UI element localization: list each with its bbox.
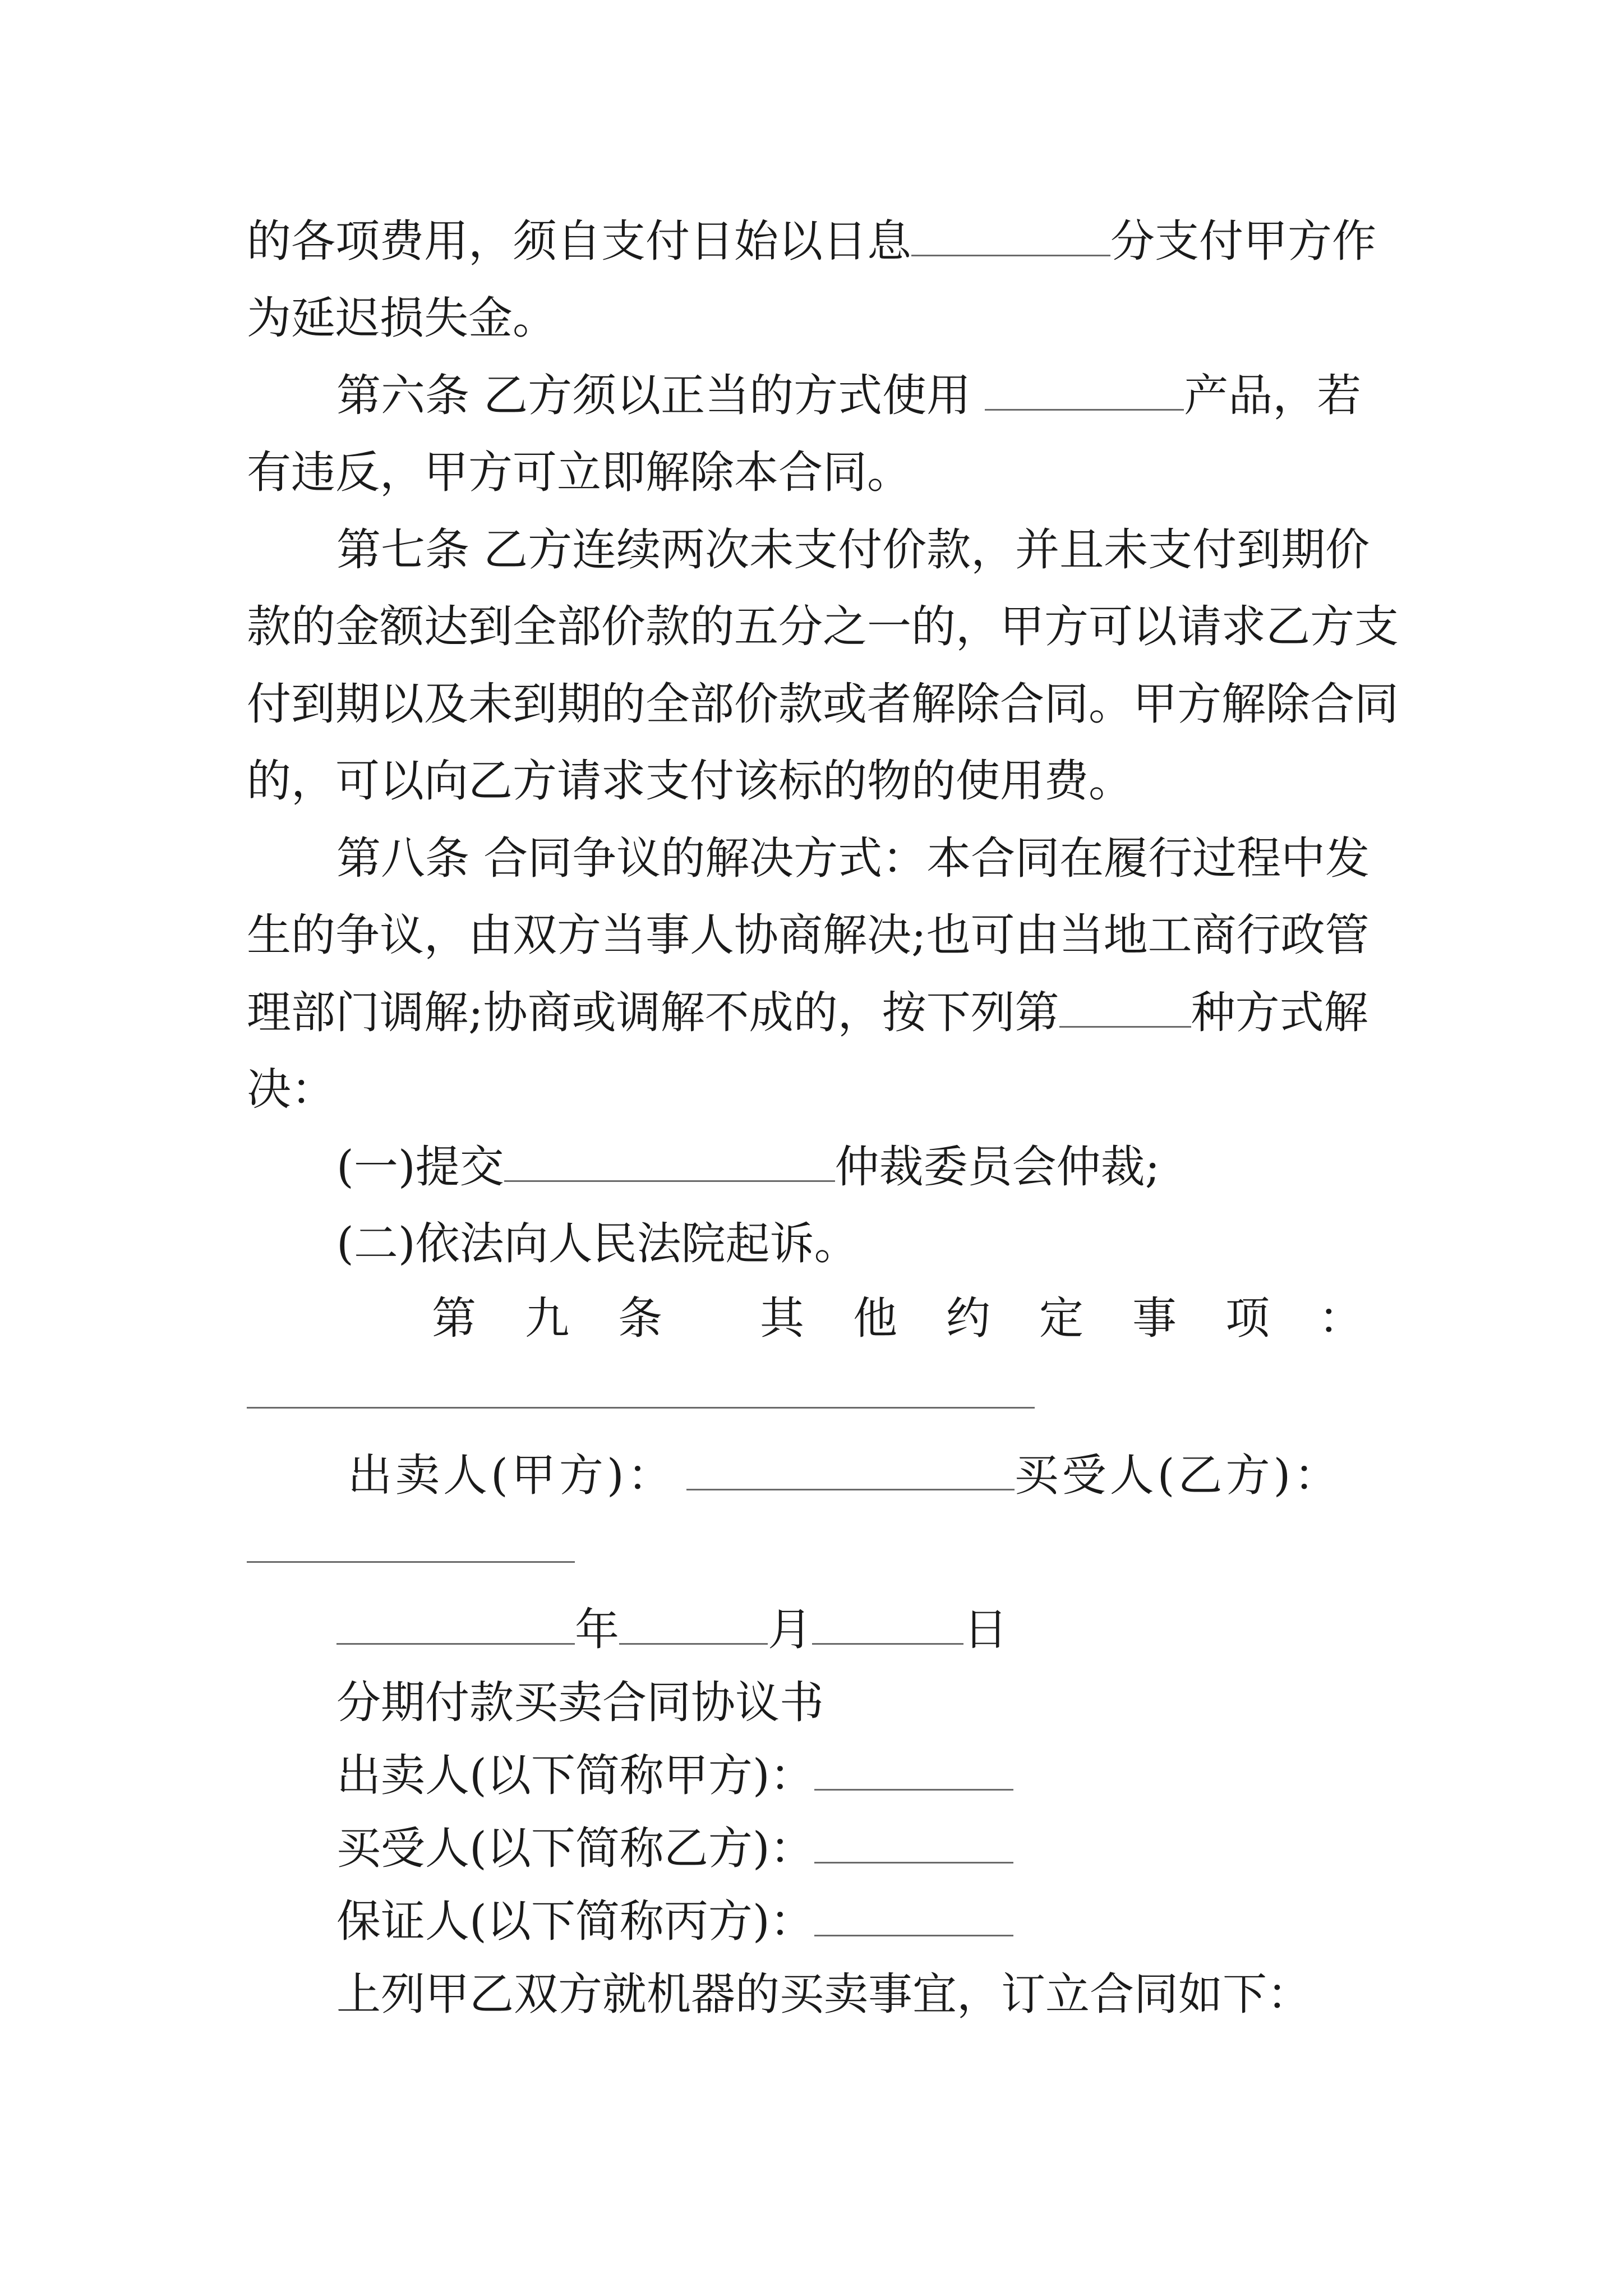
text-line xyxy=(247,676,1399,732)
document-title xyxy=(336,1674,1464,1731)
text-segment: 付到期以及未到期的全部价款或者解除合同。甲方解除合同 xyxy=(247,678,1399,730)
text-segment: (二)依法向人民法院起诉。 xyxy=(336,1218,859,1269)
text-segment: 第七条 乙方连续两次未支付价款，并且未支付到期价 xyxy=(336,524,1370,576)
spaced-char: 项 xyxy=(1225,1292,1270,1344)
text-segment: 买受人(以下简称乙方)： xyxy=(336,1823,814,1874)
date-line xyxy=(336,1602,1464,1658)
day-blank[interactable] xyxy=(812,1604,963,1645)
text-segment: 款的金额达到全部价款的五分之一的，甲方可以请求乙方支 xyxy=(247,601,1399,652)
text-line xyxy=(247,907,1374,963)
text-line xyxy=(247,1061,1374,1117)
party-buyer-line xyxy=(336,1820,1464,1876)
month-blank[interactable] xyxy=(619,1604,768,1645)
article-8-line xyxy=(336,830,1464,886)
fill-blank[interactable] xyxy=(911,215,1110,256)
text-segment: 第六条 乙方须以正当的方式使用 xyxy=(336,370,985,421)
article-7-line xyxy=(336,522,1464,578)
text-segment: 分支付甲方作 xyxy=(1110,215,1376,267)
preamble-line xyxy=(336,1966,1464,2022)
text-segment: 种方式解 xyxy=(1191,987,1368,1038)
day-label: 日 xyxy=(963,1604,1008,1655)
text-segment: 出卖人(以下简称甲方)： xyxy=(336,1750,814,1801)
year-blank[interactable] xyxy=(336,1604,575,1645)
text-line xyxy=(247,984,1374,1041)
text-segment: 为延迟损失金。 xyxy=(247,292,557,344)
option-1-line xyxy=(336,1139,1464,1195)
fill-blank[interactable] xyxy=(504,1141,835,1182)
spaced-char: ： xyxy=(1318,1292,1363,1344)
spaced-char: 其 xyxy=(760,1292,804,1344)
text-line xyxy=(247,599,1399,655)
spaced-char: 他 xyxy=(853,1292,897,1344)
text-segment: 生的争议，由双方当事人协商解决;也可由当地工商行政管 xyxy=(247,909,1370,961)
spaced-char: 九 xyxy=(525,1292,569,1344)
text-segment: 理部门调解;协商或调解不成的，按下列第 xyxy=(247,987,1059,1038)
seller-label: 出卖人(甲方)： xyxy=(348,1450,675,1501)
long-fill-line[interactable] xyxy=(247,1407,1035,1409)
spaced-char: 约 xyxy=(946,1292,990,1344)
spaced-char: 条 xyxy=(618,1292,662,1344)
buyer-blank[interactable] xyxy=(247,1561,575,1563)
text-segment: 分期付款买卖合同协议书 xyxy=(336,1677,824,1728)
text-line xyxy=(247,213,1374,269)
text-segment: 产品，若 xyxy=(1184,370,1362,421)
article-6-line xyxy=(336,367,1464,424)
spaced-char: 第 xyxy=(432,1292,476,1344)
fill-blank[interactable] xyxy=(814,1895,1013,1936)
party-seller-line xyxy=(336,1747,1464,1803)
text-line xyxy=(247,290,1374,346)
fill-blank[interactable] xyxy=(985,370,1184,411)
option-2-line xyxy=(336,1216,1464,1272)
buyer-label: 买受人(乙方)： xyxy=(1014,1450,1342,1501)
text-segment: 上列甲乙双方就机器的买卖事宜，订立合同如下： xyxy=(336,1968,1311,2020)
fill-blank[interactable] xyxy=(1059,987,1191,1028)
month-label: 月 xyxy=(768,1604,812,1655)
article-9-line xyxy=(432,1290,1363,1346)
text-segment: 的各项费用，须自支付日始以日息 xyxy=(247,215,911,267)
text-segment: 仲裁委员会仲裁; xyxy=(834,1141,1160,1193)
signature-line xyxy=(348,1447,1475,1503)
text-segment: 第八条 合同争议的解决方式：本合同在履行过程中发 xyxy=(336,832,1370,884)
text-line xyxy=(247,753,1374,809)
text-segment: (一)提交 xyxy=(336,1141,504,1193)
text-segment: 的，可以向乙方请求支付该标的物的使用费。 xyxy=(247,755,1133,807)
party-guarantor-line xyxy=(336,1893,1464,1949)
text-line xyxy=(247,444,1374,500)
spaced-char: 事 xyxy=(1132,1292,1177,1344)
fill-blank[interactable] xyxy=(814,1823,1013,1864)
spaced-char: 定 xyxy=(1039,1292,1083,1344)
seller-blank[interactable] xyxy=(686,1450,1015,1490)
fill-blank[interactable] xyxy=(814,1750,1013,1791)
text-segment: 决： xyxy=(247,1064,335,1115)
text-segment: 保证人(以下简称丙方)： xyxy=(336,1895,814,1947)
year-label: 年 xyxy=(575,1604,619,1655)
text-segment: 有违反，甲方可立即解除本合同。 xyxy=(247,447,911,498)
